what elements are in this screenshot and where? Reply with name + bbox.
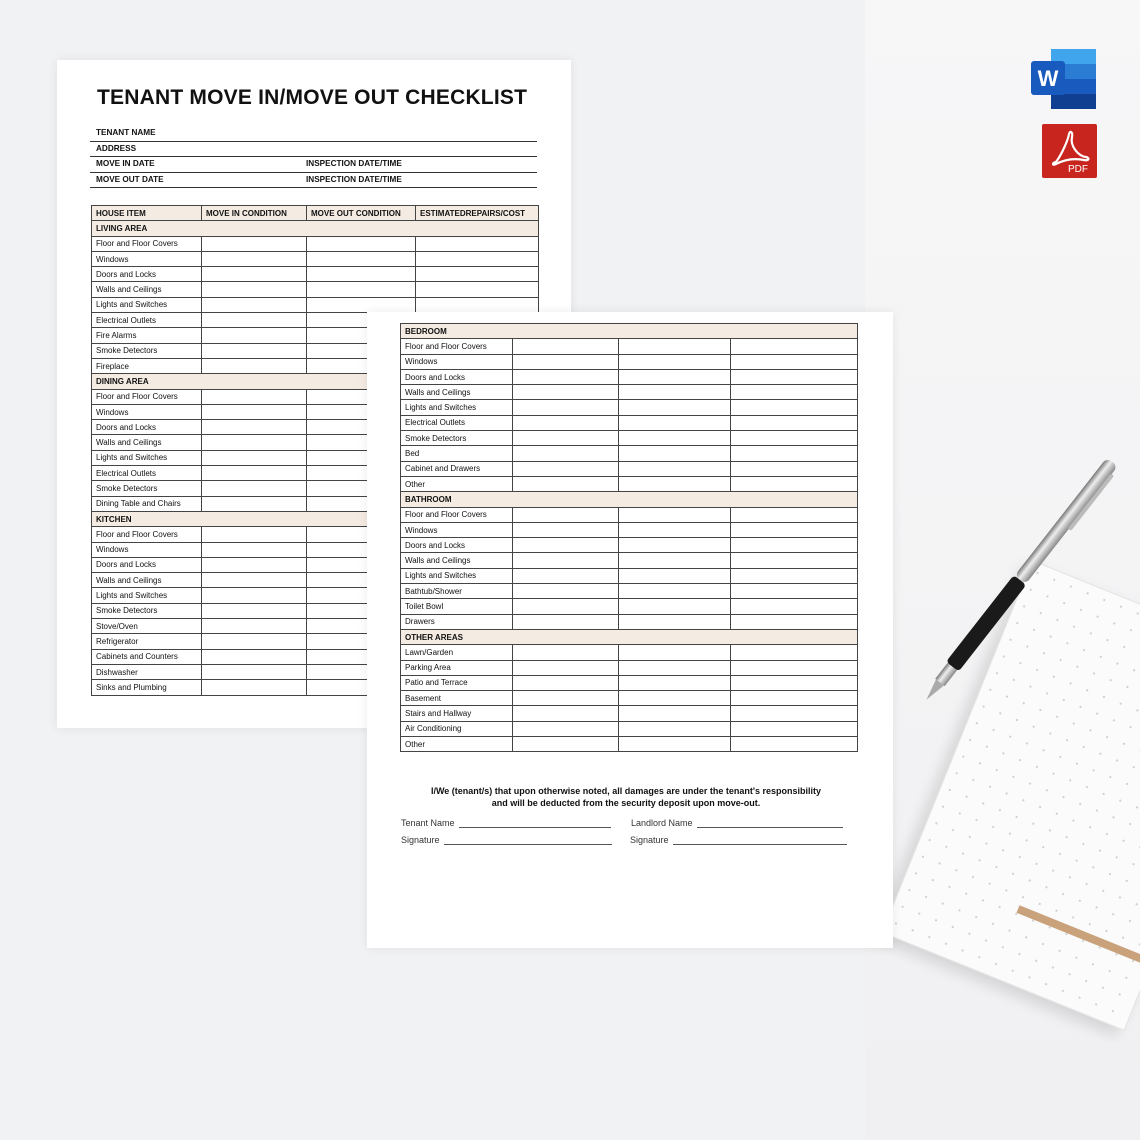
house-item-cell: Cabinets and Counters bbox=[92, 649, 202, 664]
condition-cell bbox=[619, 431, 731, 446]
condition-cell bbox=[619, 599, 731, 614]
house-item-cell: Patio and Terrace bbox=[401, 675, 513, 690]
notice-line: I/We (tenant/s) that upon otherwise noted, all damages are under the tenant's responsibility bbox=[430, 786, 822, 796]
condition-cell bbox=[202, 649, 307, 664]
condition-cell bbox=[619, 553, 731, 568]
condition-cell bbox=[202, 619, 307, 634]
condition-cell bbox=[202, 313, 307, 328]
condition-cell bbox=[416, 297, 539, 312]
section-header-row bbox=[401, 629, 858, 644]
condition-cell bbox=[513, 614, 619, 629]
table-row bbox=[401, 522, 858, 537]
table-row bbox=[401, 339, 858, 354]
house-item-cell: Basement bbox=[401, 691, 513, 706]
condition-cell bbox=[202, 634, 307, 649]
tenant-name-row bbox=[90, 126, 537, 142]
condition-cell bbox=[731, 568, 858, 583]
condition-cell bbox=[416, 236, 539, 251]
table-header-row bbox=[92, 206, 539, 221]
condition-cell bbox=[202, 282, 307, 297]
move-out-date-label: MOVE OUT DATE bbox=[96, 174, 164, 184]
condition-cell bbox=[513, 431, 619, 446]
house-item-cell: Doors and Locks bbox=[92, 557, 202, 572]
tenant-name-label: TENANT NAME bbox=[96, 128, 156, 137]
house-item-cell: Lights and Switches bbox=[401, 400, 513, 415]
condition-cell bbox=[731, 446, 858, 461]
condition-cell bbox=[513, 660, 619, 675]
condition-cell bbox=[731, 369, 858, 384]
table-row bbox=[401, 415, 858, 430]
condition-cell bbox=[619, 721, 731, 736]
house-item-cell: Doors and Locks bbox=[401, 538, 513, 553]
column-header: ESTIMATEDREPAIRS/COST bbox=[416, 206, 539, 221]
condition-cell bbox=[731, 385, 858, 400]
condition-cell bbox=[202, 267, 307, 282]
house-item-cell: Dining Table and Chairs bbox=[92, 496, 202, 511]
condition-cell bbox=[619, 706, 731, 721]
checklist-table bbox=[400, 323, 858, 752]
house-item-cell: Doors and Locks bbox=[92, 267, 202, 282]
tenant-name-line bbox=[459, 827, 611, 828]
condition-cell bbox=[416, 282, 539, 297]
condition-cell bbox=[307, 282, 416, 297]
table-row bbox=[92, 236, 539, 251]
condition-cell bbox=[202, 557, 307, 572]
condition-cell bbox=[619, 507, 731, 522]
condition-cell bbox=[619, 675, 731, 690]
condition-cell bbox=[513, 538, 619, 553]
landlord-name-label: Landlord Name bbox=[631, 818, 693, 828]
section-label: KITCHEN bbox=[92, 511, 539, 526]
table-row bbox=[401, 599, 858, 614]
house-item-cell: Walls and Ceilings bbox=[401, 385, 513, 400]
house-item-cell: Floor and Floor Covers bbox=[92, 527, 202, 542]
table-row bbox=[401, 568, 858, 583]
table-row bbox=[401, 675, 858, 690]
section-header-row bbox=[401, 324, 858, 339]
table-row bbox=[401, 507, 858, 522]
condition-cell bbox=[731, 645, 858, 660]
pdf-label: PDF bbox=[1068, 164, 1088, 175]
house-item-cell: Electrical Outlets bbox=[92, 313, 202, 328]
condition-cell bbox=[202, 680, 307, 695]
move-in-date-label: MOVE IN DATE bbox=[96, 159, 155, 168]
move-out-row bbox=[90, 173, 537, 189]
condition-cell bbox=[731, 553, 858, 568]
house-item-cell: Doors and Locks bbox=[401, 369, 513, 384]
condition-cell bbox=[619, 339, 731, 354]
table-row bbox=[401, 737, 858, 752]
house-item-cell: Floor and Floor Covers bbox=[401, 507, 513, 522]
table-row bbox=[401, 446, 858, 461]
table-row bbox=[401, 461, 858, 476]
condition-cell bbox=[731, 660, 858, 675]
address-row bbox=[90, 142, 537, 158]
condition-cell bbox=[731, 721, 858, 736]
condition-cell bbox=[513, 721, 619, 736]
condition-cell bbox=[513, 446, 619, 461]
column-header: HOUSE ITEM bbox=[92, 206, 202, 221]
house-item-cell: Lights and Switches bbox=[92, 297, 202, 312]
condition-cell bbox=[513, 584, 619, 599]
pdf-icon bbox=[1042, 124, 1097, 178]
table-row bbox=[401, 400, 858, 415]
table-row bbox=[401, 538, 858, 553]
house-item-cell: Toilet Bowl bbox=[401, 599, 513, 614]
tenant-info-block bbox=[90, 126, 537, 188]
condition-cell bbox=[416, 251, 539, 266]
condition-cell bbox=[513, 461, 619, 476]
house-item-cell: Dishwasher bbox=[92, 664, 202, 679]
house-item-cell: Windows bbox=[401, 522, 513, 537]
table-row bbox=[401, 354, 858, 369]
signature-line bbox=[673, 844, 847, 845]
condition-cell bbox=[202, 389, 307, 404]
section-label: OTHER AREAS bbox=[401, 629, 858, 644]
condition-cell bbox=[513, 476, 619, 491]
condition-cell bbox=[202, 603, 307, 618]
condition-cell bbox=[202, 420, 307, 435]
house-item-cell: Lights and Switches bbox=[401, 568, 513, 583]
condition-cell bbox=[619, 538, 731, 553]
notice-line: and will be deducted from the security deposit upon move-out. bbox=[491, 797, 761, 808]
word-letter: W bbox=[1037, 66, 1059, 91]
condition-cell bbox=[202, 358, 307, 373]
house-item-cell: Windows bbox=[92, 404, 202, 419]
condition-cell bbox=[731, 431, 858, 446]
condition-cell bbox=[731, 737, 858, 752]
house-item-cell: Lights and Switches bbox=[92, 588, 202, 603]
house-item-cell: Bathtub/Shower bbox=[401, 584, 513, 599]
condition-cell bbox=[307, 236, 416, 251]
condition-cell bbox=[513, 385, 619, 400]
landlord-signature-field bbox=[630, 835, 847, 845]
condition-cell bbox=[731, 507, 858, 522]
section-label: LIVING AREA bbox=[92, 221, 539, 236]
house-item-cell: Windows bbox=[92, 542, 202, 557]
condition-cell bbox=[619, 568, 731, 583]
house-item-cell: Drawers bbox=[401, 614, 513, 629]
tenant-name-label: Tenant Name bbox=[401, 818, 455, 828]
house-item-cell: Floor and Floor Covers bbox=[92, 236, 202, 251]
house-item-cell: Electrical Outlets bbox=[92, 466, 202, 481]
signature-label: Signature bbox=[630, 835, 669, 845]
house-item-cell: Floor and Floor Covers bbox=[92, 389, 202, 404]
condition-cell bbox=[513, 706, 619, 721]
house-item-cell: Refrigerator bbox=[92, 634, 202, 649]
table-row bbox=[401, 645, 858, 660]
condition-cell bbox=[619, 660, 731, 675]
condition-cell bbox=[513, 400, 619, 415]
condition-cell bbox=[202, 251, 307, 266]
condition-cell bbox=[513, 568, 619, 583]
condition-cell bbox=[307, 267, 416, 282]
condition-cell bbox=[731, 476, 858, 491]
table-row bbox=[401, 614, 858, 629]
condition-cell bbox=[513, 339, 619, 354]
condition-cell bbox=[513, 599, 619, 614]
section-label: DINING AREA bbox=[92, 374, 539, 389]
condition-cell bbox=[202, 466, 307, 481]
condition-cell bbox=[513, 675, 619, 690]
condition-cell bbox=[513, 354, 619, 369]
condition-cell bbox=[731, 522, 858, 537]
house-item-cell: Fire Alarms bbox=[92, 328, 202, 343]
checklist-page-2 bbox=[367, 312, 893, 948]
house-item-cell: Doors and Locks bbox=[92, 420, 202, 435]
condition-cell bbox=[731, 538, 858, 553]
document-title: TENANT MOVE IN/MOVE OUT CHECKLIST bbox=[97, 86, 528, 109]
condition-cell bbox=[731, 599, 858, 614]
address-label: ADDRESS bbox=[96, 143, 137, 153]
condition-cell bbox=[619, 400, 731, 415]
pen-image bbox=[900, 420, 1140, 740]
responsibility-notice bbox=[397, 786, 855, 809]
house-item-cell: Walls and Ceilings bbox=[92, 573, 202, 588]
house-item-cell: Bed bbox=[401, 446, 513, 461]
condition-cell bbox=[731, 400, 858, 415]
section-header-row bbox=[92, 221, 539, 236]
condition-cell bbox=[731, 339, 858, 354]
condition-cell bbox=[202, 481, 307, 496]
house-item-cell: Parking Area bbox=[401, 660, 513, 675]
tenant-name-field bbox=[401, 818, 611, 828]
house-item-cell: Smoke Detectors bbox=[92, 481, 202, 496]
condition-cell bbox=[731, 706, 858, 721]
table-row bbox=[401, 385, 858, 400]
condition-cell bbox=[202, 496, 307, 511]
house-item-cell: Smoke Detectors bbox=[92, 603, 202, 618]
condition-cell bbox=[731, 354, 858, 369]
condition-cell bbox=[513, 522, 619, 537]
section-header-row bbox=[401, 492, 858, 507]
house-item-cell: Lawn/Garden bbox=[401, 645, 513, 660]
table-row bbox=[92, 282, 539, 297]
condition-cell bbox=[513, 691, 619, 706]
condition-cell bbox=[513, 369, 619, 384]
table-row bbox=[401, 476, 858, 491]
condition-cell bbox=[202, 450, 307, 465]
condition-cell bbox=[619, 522, 731, 537]
house-item-cell: Stairs and Hallway bbox=[401, 706, 513, 721]
house-item-cell: Fireplace bbox=[92, 358, 202, 373]
house-item-cell: Other bbox=[401, 737, 513, 752]
inspection-date-label: INSPECTION DATE/TIME bbox=[306, 159, 402, 168]
table-row bbox=[401, 660, 858, 675]
house-item-cell: Smoke Detectors bbox=[401, 431, 513, 446]
condition-cell bbox=[619, 614, 731, 629]
signature-line bbox=[444, 844, 612, 845]
move-in-row bbox=[90, 157, 537, 173]
table-row bbox=[401, 706, 858, 721]
condition-cell bbox=[513, 737, 619, 752]
condition-cell bbox=[731, 691, 858, 706]
condition-cell bbox=[619, 476, 731, 491]
house-item-cell: Windows bbox=[92, 251, 202, 266]
condition-cell bbox=[202, 236, 307, 251]
house-item-cell: Sinks and Plumbing bbox=[92, 680, 202, 695]
condition-cell bbox=[202, 664, 307, 679]
table-row bbox=[401, 721, 858, 736]
condition-cell bbox=[202, 404, 307, 419]
house-item-cell: Air Conditioning bbox=[401, 721, 513, 736]
house-item-cell: Cabinet and Drawers bbox=[401, 461, 513, 476]
condition-cell bbox=[202, 435, 307, 450]
condition-cell bbox=[619, 369, 731, 384]
condition-cell bbox=[513, 645, 619, 660]
section-label: BEDROOM bbox=[401, 324, 858, 339]
house-item-cell: Electrical Outlets bbox=[401, 415, 513, 430]
house-item-cell: Other bbox=[401, 476, 513, 491]
condition-cell bbox=[202, 328, 307, 343]
word-icon bbox=[1031, 49, 1097, 109]
condition-cell bbox=[731, 584, 858, 599]
house-item-cell: Stove/Oven bbox=[92, 619, 202, 634]
condition-cell bbox=[619, 446, 731, 461]
landlord-name-field bbox=[631, 818, 843, 828]
condition-cell bbox=[513, 415, 619, 430]
table-row bbox=[92, 297, 539, 312]
table-row bbox=[92, 251, 539, 266]
table-row bbox=[401, 369, 858, 384]
house-item-cell: Walls and Ceilings bbox=[92, 282, 202, 297]
condition-cell bbox=[202, 573, 307, 588]
condition-cell bbox=[202, 297, 307, 312]
condition-cell bbox=[513, 507, 619, 522]
table-row bbox=[401, 553, 858, 568]
condition-cell bbox=[307, 297, 416, 312]
table-row bbox=[401, 584, 858, 599]
condition-cell bbox=[619, 645, 731, 660]
table-row bbox=[401, 431, 858, 446]
tenant-signature-field bbox=[401, 835, 612, 845]
table-row bbox=[401, 691, 858, 706]
condition-cell bbox=[202, 542, 307, 557]
table-row bbox=[92, 267, 539, 282]
house-item-cell: Walls and Ceilings bbox=[401, 553, 513, 568]
house-item-cell: Windows bbox=[401, 354, 513, 369]
section-label: BATHROOM bbox=[401, 492, 858, 507]
condition-cell bbox=[619, 354, 731, 369]
condition-cell bbox=[513, 553, 619, 568]
condition-cell bbox=[619, 415, 731, 430]
condition-cell bbox=[619, 385, 731, 400]
inspection-date-label: INSPECTION DATE/TIME bbox=[306, 174, 402, 184]
condition-cell bbox=[731, 415, 858, 430]
house-item-cell: Smoke Detectors bbox=[92, 343, 202, 358]
house-item-cell: Lights and Switches bbox=[92, 450, 202, 465]
condition-cell bbox=[731, 461, 858, 476]
condition-cell bbox=[202, 588, 307, 603]
house-item-cell: Floor and Floor Covers bbox=[401, 339, 513, 354]
house-item-cell: Walls and Ceilings bbox=[92, 435, 202, 450]
condition-cell bbox=[619, 691, 731, 706]
landlord-name-line bbox=[697, 827, 843, 828]
condition-cell bbox=[619, 461, 731, 476]
column-header: MOVE OUT CONDITION bbox=[307, 206, 416, 221]
column-header: MOVE IN CONDITION bbox=[202, 206, 307, 221]
condition-cell bbox=[731, 614, 858, 629]
condition-cell bbox=[202, 343, 307, 358]
condition-cell bbox=[731, 675, 858, 690]
condition-cell bbox=[416, 267, 539, 282]
signature-label: Signature bbox=[401, 835, 440, 845]
condition-cell bbox=[202, 527, 307, 542]
condition-cell bbox=[619, 737, 731, 752]
condition-cell bbox=[307, 251, 416, 266]
condition-cell bbox=[619, 584, 731, 599]
